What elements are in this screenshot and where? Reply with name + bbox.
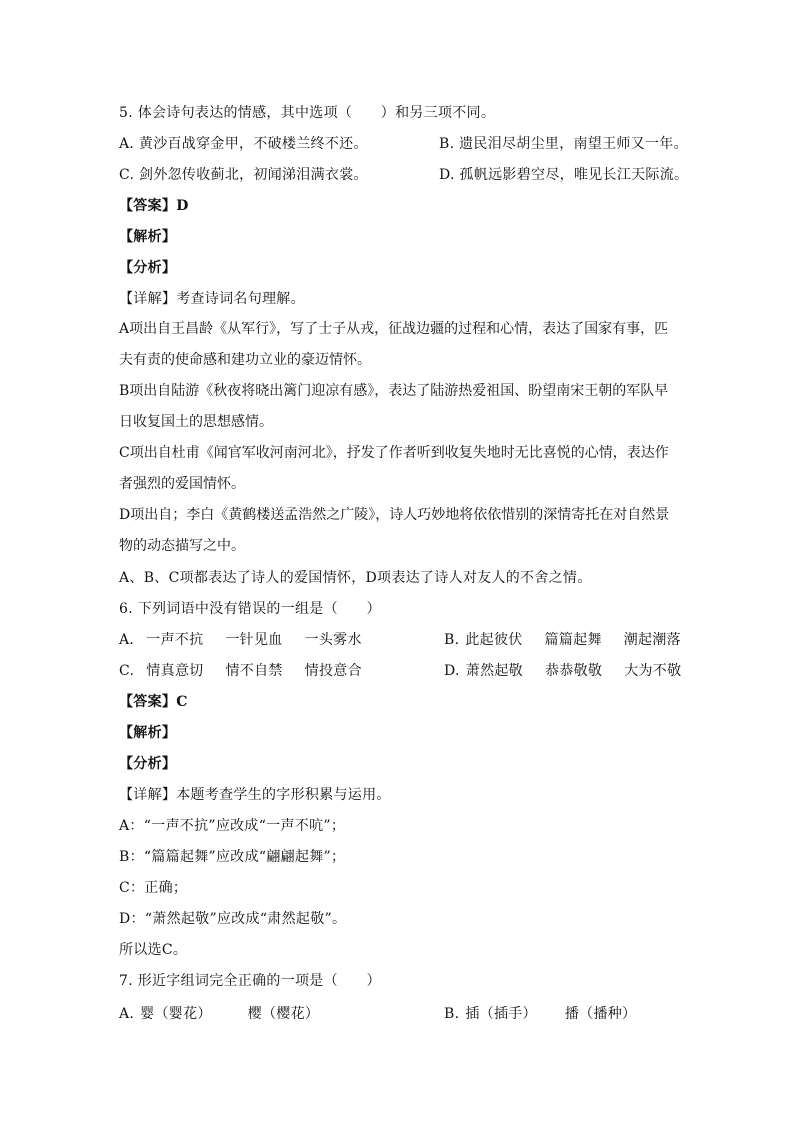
question-7-option-a	[119, 1006, 341, 1022]
word: 恭恭敬敬	[544, 663, 603, 679]
word: 插（插手）	[465, 1006, 537, 1022]
word: 潮起潮落	[623, 632, 681, 648]
question-6-options-row1	[119, 631, 679, 649]
question-6-explanation-d: D：“萧然起敬”应改成“肃然起敬”。	[119, 911, 347, 927]
word: 篇篇起舞	[544, 632, 602, 648]
question-6-fenxi-heading: 【分析】	[119, 756, 177, 772]
question-6-explanation-a: A：“一声不抗”应改成“一声不吭”；	[119, 818, 346, 834]
word: 萧然起敬	[465, 663, 523, 679]
option-label: D.	[444, 663, 460, 679]
question-5-option-b: B. 遗民泪尽胡尘里，南望王师又一年。	[439, 136, 688, 152]
word: 播（播种）	[564, 1006, 637, 1022]
question-6-stem: 6. 下列词语中没有错误的一组是（ ）	[119, 601, 381, 617]
question-6-options-row2	[119, 662, 682, 680]
word: 大为不敬	[624, 663, 682, 679]
question-6-jiexi-heading: 【解析】	[119, 725, 177, 741]
question-6-conclusion: 所以选C。	[119, 942, 188, 958]
word: 一针见血	[225, 632, 283, 648]
question-7-stem: 7. 形近字组词完全正确的一项是（ ）	[119, 973, 381, 989]
question-6-option-b	[444, 631, 703, 649]
option-label: A.	[119, 1006, 135, 1022]
question-6-option-c	[119, 663, 384, 679]
word: 情真意切	[146, 663, 204, 679]
question-5-fenxi-heading: 【分析】	[119, 260, 177, 276]
question-5-option-a: A. 黄沙百战穿金甲，不破楼兰终不还。	[119, 136, 368, 152]
word: 情不自禁	[225, 663, 283, 679]
option-label: B.	[444, 632, 460, 648]
question-5-answer: 【答案】D	[119, 198, 189, 214]
question-6-explanation-b: B：“篇篇起舞”应改成“翩翩起舞”；	[119, 849, 346, 865]
word: 樱（樱花）	[247, 1006, 320, 1022]
question-5-detail-title: 【详解】考查诗词名句理解。	[119, 291, 305, 307]
question-5-explanation-c: C项出自杜甫《闻官军收河南河北》，抒发了作者听到收复失地时无比喜悦的心情，表达作者强烈的爱国情怀。	[119, 445, 669, 492]
word: 此起彼伏	[465, 632, 523, 648]
question-6-answer: 【答案】C	[119, 694, 188, 710]
question-7-options-row1	[119, 1005, 679, 1023]
question-5-option-c: C. 剑外忽传收蓟北，初闻涕泪满衣裳。	[119, 167, 368, 183]
question-6-explanation-c: C：正确；	[119, 880, 188, 896]
question-5-options-row1	[119, 135, 688, 153]
question-5-jiexi-heading: 【解析】	[119, 229, 177, 245]
question-5-explanation-a: A项出自王昌龄《从军行》，写了士子从戎，征战边疆的过程和心情，表达了国家有事，匹夫有责的使命感和建功立业的豪迈情怀。	[119, 321, 669, 368]
option-label: C.	[119, 663, 135, 679]
word: 婴（婴花）	[140, 1006, 212, 1022]
question-5-explanation-d: D项出自；李白《黄鹤楼送孟浩然之广陵》，诗人巧妙地将依依惜别的深情寄托在对自然景物的动态描写之中。	[119, 507, 670, 554]
option-label: A.	[119, 632, 135, 648]
question-6-option-d	[444, 662, 703, 680]
question-5-options-row2	[119, 166, 689, 184]
question-6-option-a	[119, 632, 384, 648]
question-5-stem: 5. 体会诗句表达的情感，其中选项（ ）和另三项不同。	[119, 105, 496, 121]
question-5-explanation-b: B项出自陆游《秋夜将晓出篱门迎凉有感》，表达了陆游热爱祖国、盼望南宋王朝的军队早日收复国土的思想感情。	[119, 383, 669, 430]
word: 一声不抗	[146, 632, 204, 648]
word: 一头雾水	[304, 632, 362, 648]
question-5-summary: A、B、C项都表达了诗人的爱国情怀，D项表达了诗人对友人的不舍之情。	[119, 570, 592, 586]
question-7-option-b	[444, 1005, 658, 1023]
option-label: B.	[444, 1006, 460, 1022]
word: 情投意合	[304, 663, 362, 679]
question-5-option-d: D. 孤帆远影碧空尽，唯见长江天际流。	[439, 167, 689, 183]
question-6-detail-title: 【详解】本题考查学生的字形积累与运用。	[119, 787, 391, 803]
